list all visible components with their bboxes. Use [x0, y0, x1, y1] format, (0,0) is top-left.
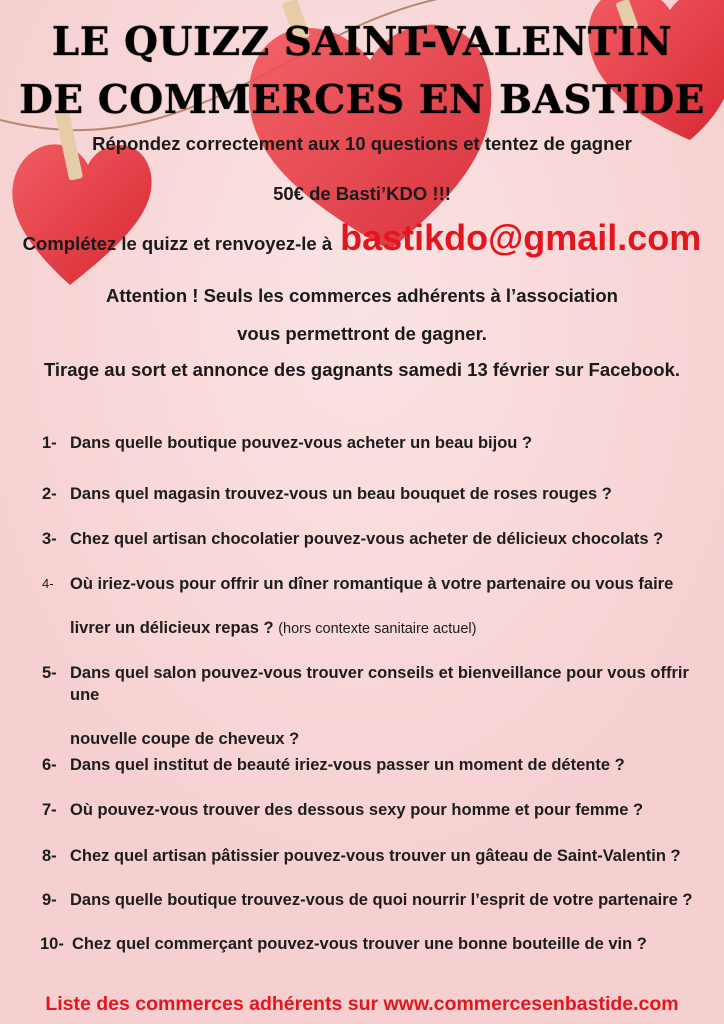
question-number: 1-	[42, 434, 57, 452]
question-item	[42, 432, 712, 454]
question-item	[42, 845, 712, 867]
question-text: Dans quelle boutique pouvez-vous acheter un beau bijou ?	[70, 434, 533, 452]
question-text: Dans quel salon pouvez-vous trouver conseils et bienveillance pour vous offrir une	[70, 664, 689, 704]
question-number: 5-	[42, 664, 57, 682]
title-line-2: DE COMMERCES EN BASTIDE	[19, 77, 705, 123]
question-text: Dans quelle boutique trouvez-vous de quoi nourrir l’esprit de votre partenaire ?	[70, 891, 693, 909]
question-text: Dans quel institut de beauté iriez-vous passer un moment de détente ?	[70, 756, 625, 774]
question-item	[42, 662, 712, 750]
footer-website[interactable]: Liste des commerces adhérents sur www.commercesenbastide.com	[45, 993, 679, 1015]
send-instructions	[0, 218, 724, 258]
intro-line-2: 50€ de Basti’KDO !!!	[273, 183, 451, 204]
question-number: 10-	[40, 935, 64, 953]
title-line-1: LE QUIZZ SAINT-VALENTIN	[51, 19, 673, 65]
question-number: 6-	[42, 756, 57, 774]
question-text: Où iriez-vous pour offrir un dîner romantique à votre partenaire ou vous faire	[70, 575, 674, 593]
question-number: 4-	[42, 576, 54, 591]
question-text-continued: nouvelle coupe de cheveux ?	[70, 730, 300, 748]
question-item	[42, 889, 712, 911]
send-prefix: Complétez le quizz et renvoyez-le à	[22, 233, 333, 254]
question-text: Chez quel artisan pâtissier pouvez-vous trouver un gâteau de Saint-Valentin ?	[70, 847, 681, 865]
question-item	[42, 483, 712, 505]
question-text-continued: livrer un délicieux repas ?	[70, 619, 274, 637]
question-number: 3-	[42, 530, 57, 548]
question-number: 7-	[42, 801, 57, 819]
question-item	[42, 754, 712, 776]
question-number: 2-	[42, 485, 57, 503]
question-text: Dans quel magasin trouvez-vous un beau bouquet de roses rouges ?	[70, 485, 612, 503]
question-text: Où pouvez-vous trouver des dessous sexy pour homme et pour femme ?	[70, 801, 644, 819]
question-item	[40, 933, 710, 955]
notice-line-2: vous permettront de gagner.	[237, 323, 487, 344]
question-note: (hors contexte sanitaire actuel)	[278, 621, 477, 637]
question-number: 8-	[42, 847, 57, 865]
question-item	[42, 573, 712, 640]
intro-line-1: Répondez correctement aux 10 questions et tentez de gagner	[92, 133, 632, 154]
notice-line-3: Tirage au sort et annonce des gagnants samedi 13 février sur Facebook.	[43, 359, 681, 380]
question-number: 9-	[42, 891, 57, 909]
email-address[interactable]: bastikdo@gmail.com	[340, 217, 702, 258]
notice-line-1: Attention ! Seuls les commerces adhérents à l’association	[105, 285, 618, 306]
question-item	[42, 799, 712, 821]
question-text: Chez quel commerçant pouvez-vous trouver une bonne bouteille de vin ?	[72, 935, 647, 953]
question-item	[42, 528, 712, 550]
question-text: Chez quel artisan chocolatier pouvez-vous acheter de délicieux chocolats ?	[70, 530, 664, 548]
